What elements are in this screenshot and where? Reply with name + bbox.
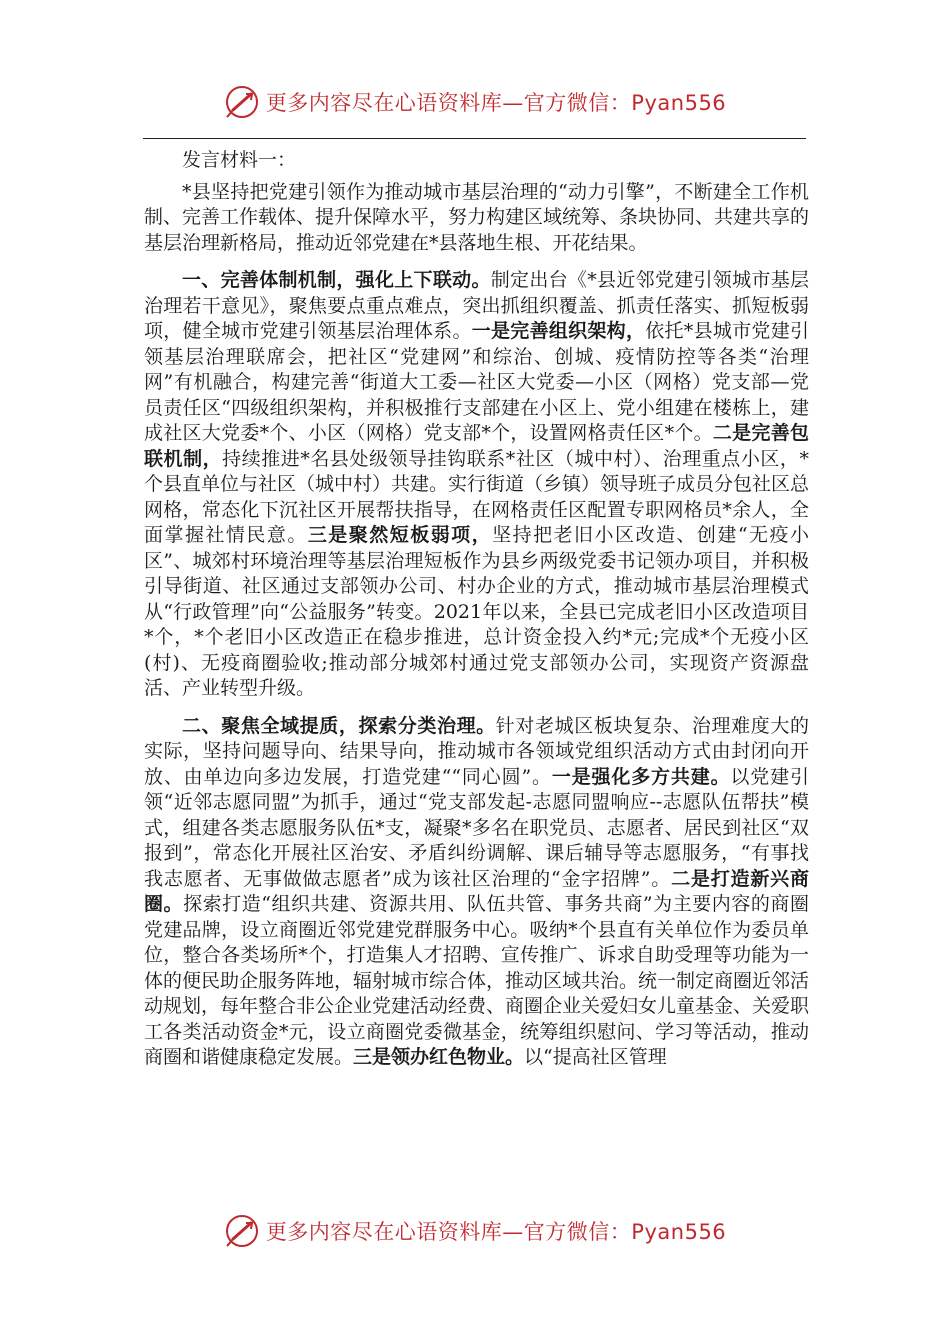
- logo-icon: [224, 84, 260, 120]
- document-heading: 发言材料一：: [182, 149, 297, 171]
- section-1-paragraph: 一、完善体制机制，强化上下联动。制定出台《*县近邻党建引领城市基层治理若干意见》，聚焦要点重点难点，突出抓组织覆盖、抓责任落实、抓短板弱项，健全城市党建引领基层治理体系。一是完善组织架构，依托*县城市党建引领基层治理联席会，把社区“党建网”和综治、创城、疫情防控等各类“治理网”有机融合，构建完善“街道大工委—社区大党委—小区（网格）党支部—党员责任区“四级组织架构，并积极推行支部建在小区上、党小组建在楼栋上，建成社区大党委*个、小区（网格）党支部*个，设置网格责任区*个。二是完善包联机制，持续推进*名县处级领导挂钩联系*社区（城中村）、治理重点小区，*个县直单位与社区（城中村）共建。实行街道（乡镇）领导班子成员分包社区总网格，常态化下沉社区开展帮扶指导，在网格责任区配置专职网格员*余人，全面掌握社情民意。三是聚然短板弱项，坚持把老旧小区改造、创建“无疫小区”、城郊村环境治理等基层治理短板作为县乡两级党委书记领办项目，并积极引导街道、社区通过支部领办公司、村办企业的方式，推动城市基层治理模式从“行政管理”向“公益服务”转变。2021年以来，全县已完成老旧小区改造项目*个，*个老旧小区改造正在稳步推进，总计资金投入约*元;完成*个无疫小区(村)、无疫商圈验收;推动部分城郊村通过党支部领办公司，实现资产资源盘活、产业转型升级。: [144, 269, 810, 699]
- section-2-point-1: 一是强化多方共建。: [551, 765, 731, 788]
- watermark-text: 更多内容尽在心语资料库—官方微信：Pyan556: [265, 1220, 727, 1244]
- intro-paragraph: *县坚持把党建引领作为推动城市基层治理的“动力引擎”，不断建全工作机制、完善工作载体、提升保障水平，努力构建区域统筹、条块协同、共建共享的基层治理新格局，推动近邻党建在*县落地生根、开花结果。: [144, 180, 810, 254]
- section-1-point-2: 二是完善包联机制，: [144, 422, 809, 470]
- watermark-text: 更多内容尽在心语资料库—官方微信：Pyan556: [265, 91, 727, 115]
- header-divider: [143, 138, 806, 139]
- section-1-point-1: 一是完善组织架构，: [471, 320, 646, 342]
- section-2-point-2: 二是打造新兴商圈。: [144, 867, 809, 915]
- section-1-title: 一、完善体制机制，强化上下联动。: [182, 269, 491, 291]
- logo-icon: [224, 1213, 260, 1249]
- header-watermark: [0, 82, 950, 122]
- section-1-point-3: 三是聚然短板弱项，: [307, 524, 493, 546]
- footer-watermark: [0, 1211, 950, 1251]
- section-2-point-3: 三是领办红色物业。: [353, 1046, 525, 1068]
- document-body: [144, 144, 809, 1071]
- section-2-title: 二、聚焦全域提质，探索分类治理。: [182, 714, 496, 737]
- section-2-paragraph: 二、聚焦全域提质，探索分类治理。针对老城区板块复杂、治理难度大的实际，坚持问题导向、结果导向，推动城市各领域党组织活动方式由封闭向开放、由单边向多边发展，打造党建““同心圆”。一是强化多方共建。以党建引领“近邻志愿同盟”为抓手，通过“党支部发起-志愿同盟响应--志愿队伍帮扶”模式，组建各类志愿服务队伍*支，凝聚*多名在职党员、志愿者、居民到社区“双报到”，常态化开展社区治安、矛盾纠纷调解、课后辅导等志愿服务，“有事找我志愿者、无事做做志愿者”成为该社区治理的“金字招牌”。二是打造新兴商圈。探索打造“组织共建、资源共用、队伍共管、事务共商”为主要内容的商圈党建品牌，设立商圈近邻党建党群服务中心。吸纳*个县直有关单位作为委员单位，整合各类场所*个，打造集人才招聘、宣传推广、诉求自助受理等功能为一体的便民助企服务阵地，辐射城市综合体，推动区域共治。统一制定商圈近邻活动规划，每年整合非公企业党建活动经费、商圈企业关爱妇女儿童基金、关爱职工各类活动资金*元，设立商圈党委微基金，统筹组织慰问、学习等活动，推动商圈和谐健康稳定发展。三是领办红色物业。以“提高社区管理: [144, 714, 810, 1068]
